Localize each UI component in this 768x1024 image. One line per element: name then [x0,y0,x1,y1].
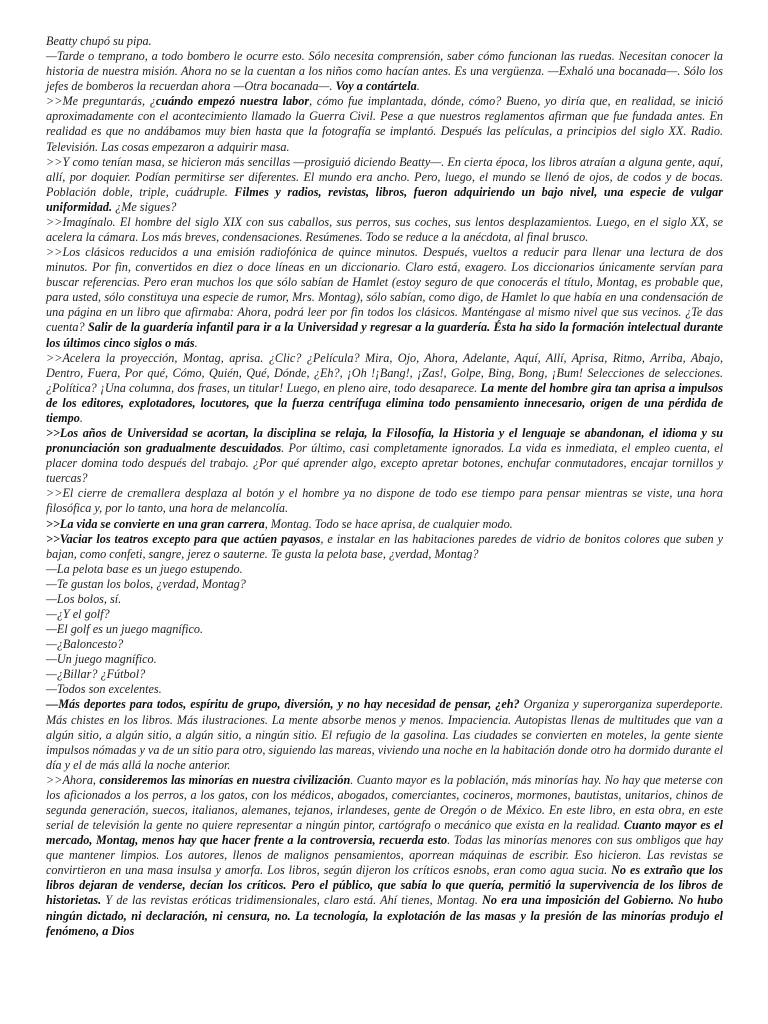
text-run: . Cuanto mayor es la población, más minorías hay. No hay que meterse con los aficionados a los perros, a los gatos, con los médicos, abogados, comerciantes, cocineros, mormones, bautistas, unitarios, chinos de segunda generación, suecos, italianos, alemanes, tejanos, irlandeses, gente de Oregón o de México. En este libro, en esta obra, en este serial de televisión la gente no quiere representar a ningún pintor, cartógrafo o mecánico que exista en la realidad. [46,772,723,833]
bold-text: >> [46,426,60,441]
bold-text: — [46,697,59,712]
bold-text: consideremos las minorías en nuestra civilización [99,772,351,787]
text-run: —El golf es un juego magnífico. [46,622,204,637]
bold-text: Vaciar los teatros excepto para que actúen payasos [59,531,321,546]
bold-text: No es extraño que los libros dejaran de venderse, decían los críticos. Pero el público, que sabía lo que quería, permitió la supervivencia de los libros de historietas. [46,863,724,908]
text-run: , e instalar en las habitaciones paredes de vidrio de bonitos colores que suben y bajan, como confeti, sangre, jerez o sauterne. Te gusta la pelota base, ¿verdad, Montag? [46,531,724,561]
text-run: —Te gustan los bolos, ¿verdad, Montag? [46,576,246,591]
bold-text: cuándo empezó nuestra labor [155,94,310,109]
text-run: Y de las revistas eróticas tridimensionales, claro está. Ahí tienes, Montag. [101,893,483,908]
paragraph [46,637,723,652]
paragraph [46,622,723,637]
text-run: —La pelota base es un juego estupendo. [46,561,243,576]
text-run: , Montag. Todo se hace aprisa, de cualquier modo. [264,516,513,531]
text-run: —¿Baloncesto? [46,637,124,652]
text-run: >>Acelera la proyección, Montag, aprisa. ¿Clic? ¿Película? Mira, Ojo, Ahora, Adelante, Aquí, Allí, Aprisa, Ritmo, Arriba, Abajo, Dentro, Fuera, Por qué, Cómo, Quién, Qué, Dónde, ¿Eh?, ¡Oh !¡Bang!, ¡Zas!, Golpe, Bing, Bong, ¡Bum! Selecciones de selecciones. ¿Política? ¡Una columna, dos frases, un titular! Luego, en pleno aire, todo desaparece. [46,350,723,395]
bold-text: >> [46,531,60,546]
bold-text: Voy a contártela [335,79,417,94]
paragraph [46,215,723,245]
bold-text: Más deportes para todos, espíritu de grupo, diversión, y no hay necesidad de pensar, ¿eh? [58,697,520,712]
text-run: >>El cierre de cremallera desplaza al botón y el hombre ya no dispone de todo ese tiempo para pensar mientras se viste, una hora filosófica y, por lo tanto, una hora de melancolía. [46,486,723,516]
paragraph [46,486,723,516]
text-run: ¿Me sigues? [112,199,177,214]
text-run: —Los bolos, sí. [46,591,122,606]
text-run: —¿Y el golf? [46,606,110,621]
text-run: —Un juego magnífico. [46,652,157,667]
paragraph [46,155,723,215]
paragraph [46,351,723,426]
text-run: . Todas las minorías menores con sus ombligos que hay que mantener limpios. Los autores, llenos de malignos pensamientos, aporrean máquinas de escribir. Eso hicieron. Las revistas se convirtieron en una masa insulsa y amorfa. Los libros, según dijeron los críticos esnobs, eran como agua sucia. [46,833,723,878]
paragraph [46,426,723,486]
bold-text: Salir de la guardería infantil para ir a la Universidad y regresar a la guardería. Ésta ha sido la formación intelectual durante los últimos cinco siglos o más [46,320,723,350]
bold-text: >> [46,516,60,531]
text-run: , cómo fue implantada, dónde, cómo? Bueno, yo diría que, en realidad, se inició aproximadamente con el acontecimiento llamado la Guerra Civil. Pese a que nuestros reglamentos afirman que fue fundada antes. En realidad es que no andábamos muy bien hasta que la fotografía se implantó. Después las películas, a principios del siglo XX. Radio. Televisión. Las cosas empezaron a adquirir masa. [46,94,723,154]
text-run: . [416,79,420,94]
text-run: >>Imagínalo. El hombre del siglo XIX con sus caballos, sus perros, sus coches, sus lentos desplazamientos. Luego, en el siglo XX, se acelera la cámara. Los más breves, condensaciones. Resúmenes. Todo se reduce a la anécdota, al final brusco. [46,214,723,245]
paragraph [46,773,723,939]
paragraph [46,562,723,577]
text-run: . [79,410,83,425]
paragraph [46,94,723,154]
paragraph [46,697,723,772]
paragraph [46,49,723,94]
paragraph [46,532,723,562]
text-run: >>Ahora, [46,772,100,787]
paragraph [46,667,723,682]
bold-text: Filmes y radios, revistas, libros, fueron adquiriendo un bajo nivel, una especie de vulgar uniformidad. [46,184,723,214]
text-run: Beatty chupó su pipa. [46,34,152,48]
paragraph [46,517,723,532]
text-run: >>Los clásicos reducidos a una emisión radiofónica de quince minutos. Después, vueltos a reducir para llenar una lectura de dos minutos. Por fin, convertidos en diez o doce líneas en un diccionario. Claro está, exagero. Los diccionarios únicamente servían para buscar referencias. Pero eran muchos los que sólo sabían de Hamlet (estoy seguro de que conocerás el título, Montag, es probable que, para usted, sólo constituya una especie de rumor, Mrs. Montag), sólo sabían, como digo, de Hamlet lo que había en una condensación de una página en un libro que afirmaba: Ahora, podrá leer por fin todos los clásicos. Manténgase al mismo nivel que sus vecinos. ¿Te das cuenta? [46,245,723,335]
text-run: Organiza y superorganiza superdeporte. Más chistes en los libros. Más ilustraciones. La mente absorbe menos y menos. Impaciencia. Autopistas llenas de multitudes que van a algún sitio, a algún sitio, a algún sitio, a ningún sitio. El refugio de la gasolina. Las ciudades se convierten en moteles, la gente siente impulsos nómadas y va de un sitio para otro, siguiendo las mareas, viviendo una noche en la habitación donde otro ha dormido durante el día y el de más allá la noche anterior. [46,697,723,772]
paragraph [46,607,723,622]
bold-text: Cuanto mayor es el mercado, Montag, menos hay que hacer frente a la controversia, recuerda esto [46,818,723,848]
text-run: —Tarde o temprano, a todo bombero le ocurre esto. Sólo necesita comprensión, saber cómo funcionan las ruedas. Necesitan conocer la historia de nuestra misión. Ahora no se la cuentan a los niños como hacían antes. Es una vergüenza. —Exhaló una bocanada—. Sólo los jefes de bomberos la recuerdan ahora —Otra bocanada—. [46,49,723,94]
paragraph [46,652,723,667]
text-run: . [194,335,198,350]
paragraph [46,592,723,607]
paragraph [46,577,723,592]
bold-text: Los años de Universidad se acortan, la disciplina se relaja, la Filosofía, la Historia y el lenguaje se abandonan, el idioma y su pronunciación son gradualmente descuidados [46,426,723,456]
paragraph [46,245,723,351]
text-run: —¿Billar? ¿Fútbol? [46,667,146,682]
bold-text: La vida se convierte en una gran carrera [59,516,265,531]
text-run: >>Y como tenían masa, se hicieron más sencillas —prosiguió diciendo Beatty—. En cierta época, los libros atraían a alguna gente, aquí, allí, por doquier. Podían permitirse ser diferentes. El mundo era ancho. Pero, luego, el mundo se llenó de ojos, de codos y de bocas. Población doble, triple, cuádruple. [46,154,723,199]
bold-text: No era una imposición del Gobierno. No hubo ningún dictado, ni declaración, ni censura, no. La tecnología, la explotación de las masas y la presión de las minorías produjo el fenómeno, a Dios [46,893,723,938]
paragraph [46,34,723,49]
text-run: >>Me preguntarás, ¿ [46,94,156,109]
text-run: . Por último, casi completamente ignorados. La vida es inmediata, el empleo cuenta, el placer domina todo después del trabajo. ¿Por qué aprender algo, excepto apretar botones, enchufar conmutadores, encajar tornillos y tuercas? [46,441,723,486]
bold-text: La mente del hombre gira tan aprisa a impulsos de los editores, explotadores, locutores, que la fuerza centrífuga elimina todo pensamiento innecesario, origen de una pérdida de tiempo [46,380,723,425]
paragraph [46,682,723,697]
text-run: —Todos son excelentes. [46,682,162,697]
